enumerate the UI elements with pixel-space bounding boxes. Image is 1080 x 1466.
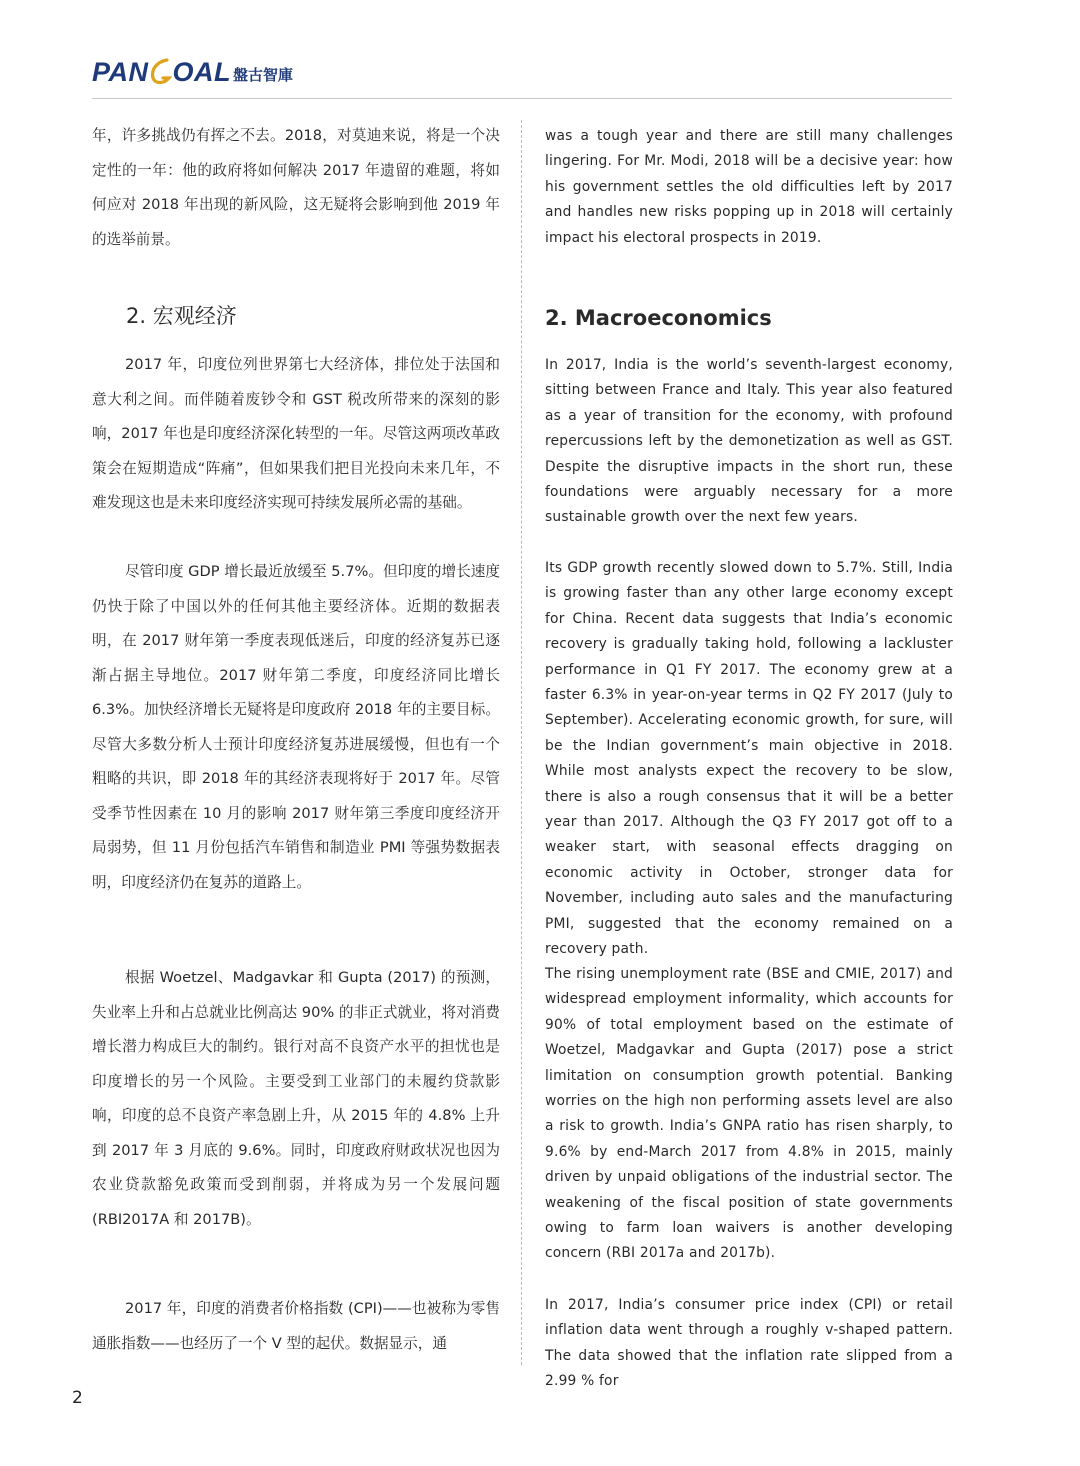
logo-swoosh-icon: [150, 60, 172, 86]
en-paragraph-cpi: In 2017, India’s consumer price index (CPI) or retail inflation data went through a roughly v-shaped pattern. The data showed that the inflation rate slipped from a 2.99 % for: [545, 1297, 953, 1390]
cn-paragraph-unemployment: 根据 Woetzel、Madgavkar 和 Gupta (2017) 的预测，失业率上升和占总就业比例高达 90% 的非正式就业，将对消费增长潜力构成巨大的制约。银行对高不良资产水平的担忧也是印度增长的另一个风险。主要受到工业部门的未履约贷款影响，印度的总不良资产率急剧上升，从 2015 年的 4.8% 上升到 2017 年 3 月底的 9.6%。同时，印度政府财政状况也因为农业贷款豁免政策而受到削弱，并将成为另一个发展问题 (RBI2017A 和 2017B)。: [92, 969, 500, 1228]
column-divider: [521, 120, 522, 1365]
en-paragraph-unemployment: The rising unemployment rate (BSE and CMIE, 2017) and widespread employment informality, which accounts for 90% of total employment based on the estimate of Woetzel, Madgavkar and Gupta (2017) pose a strict limitation on consumption growth potential. Banking worries on the high non performing assets level are also a risk to growth. India’s GNPA ratio has risen sharply, to 9.6% by end-March 2017 from 4.8% in 2015, mainly driven by unpaid obligations of the industrial sector. The weakening of the fiscal position of state governments owing to farm loan waivers is another developing concern (RBI 2017a and 2017b).: [545, 966, 953, 1262]
en-paragraph-gdp: Its GDP growth recently slowed down to 5.7%. Still, India is growing faster than any other large economy except for China. Recent data suggests that India’s economic recovery is gradually taking hold, following a lackluster performance in Q1 FY 2017. The economy grew at a faster 6.3% in year-on-year terms in Q2 FY 2017 (July to September). Accelerating economic growth, for sure, will be the Indian government’s main objective in 2018. While most analysts expect the recovery to be slow, there is also a rough consensus that it will be a better year than 2017. Although the Q3 FY 2017 got off to a weaker start, with seasonal effects dragging on economic activity in October, stronger data for November, including auto sales and the manufacturing PMI, suggested that the economy remained on a recovery path.: [545, 560, 953, 958]
cn-paragraph-cpi: 2017 年，印度的消费者价格指数 (CPI)——也被称为零售通胀指数——也经历了一个 V 型的起伏。数据显示，通: [92, 1300, 500, 1352]
pangoal-logo: [92, 56, 293, 86]
logo-text-right: OAL: [172, 57, 232, 87]
logo-text-left: PAN: [92, 57, 149, 87]
cn-paragraph-economy: 2017 年，印度位列世界第七大经济体，排位处于法国和意大利之间。而伴随着废钞令和 GST 税改所带来的深刻的影响，2017 年也是印度经济深化转型的一年。尽管这两项改革政策会在短期造成“阵痛”，但如果我们把目光投向未来几年，不难发现这也是未来印度经济实现可持续发展所必需的基础。: [92, 356, 500, 511]
cn-paragraph-gdp: 尽管印度 GDP 增长最近放缓至 5.7%。但印度的增长速度仍快于除了中国以外的任何其他主要经济体。近期的数据表明，在 2017 财年第一季度表现低迷后，印度的经济复苏已逐渐占据主导地位。2017 财年第二季度，印度经济同比增长 6.3%。加快经济增长无疑将是印度政府 2018 年的主要目标。尽管大多数分析人士预计印度经济复苏进展缓慢，但也有一个粗略的共识，即 2018 年的其经济表现将好于 2017 年。尽管受季节性因素在 10 月的影响 2017 财年第三季度印度经济开局弱势，但 11 月份包括汽车销售和制造业 PMI 等强势数据表明，印度经济仍在复苏的道路上。: [92, 563, 500, 891]
page-header: [92, 50, 952, 99]
cn-paragraph-intro: 年，许多挑战仍有挥之不去。2018，对莫迪来说，将是一个决定性的一年：他的政府将如何解决 2017 年遗留的难题，将如何应对 2018 年出现的新风险，这无疑将会影响到他 2019 年的选举前景。: [92, 127, 500, 248]
logo-text-cn: 盤古智庫: [233, 66, 294, 84]
en-section-heading: 2. Macroeconomics: [545, 306, 772, 330]
cn-section-heading: 2. 宏观经济: [126, 304, 237, 328]
page-number: 2: [72, 1388, 83, 1408]
en-paragraph-intro: was a tough year and there are still many challenges lingering. For Mr. Modi, 2018 will be a decisive year: how his government settles the old difficulties left by 2017 and handles new risks popping up in 2018 will certainly impact his electoral prospects in 2019.: [545, 128, 953, 246]
en-paragraph-economy: In 2017, India is the world’s seventh-largest economy, sitting between France and Italy. This year also featured as a year of transition for the economy, with profound repercussions left by the demonetization as well as GST. Despite the disruptive impacts in the short run, these foundations were arguably necessary for a more sustainable growth over the next few years.: [545, 357, 953, 526]
